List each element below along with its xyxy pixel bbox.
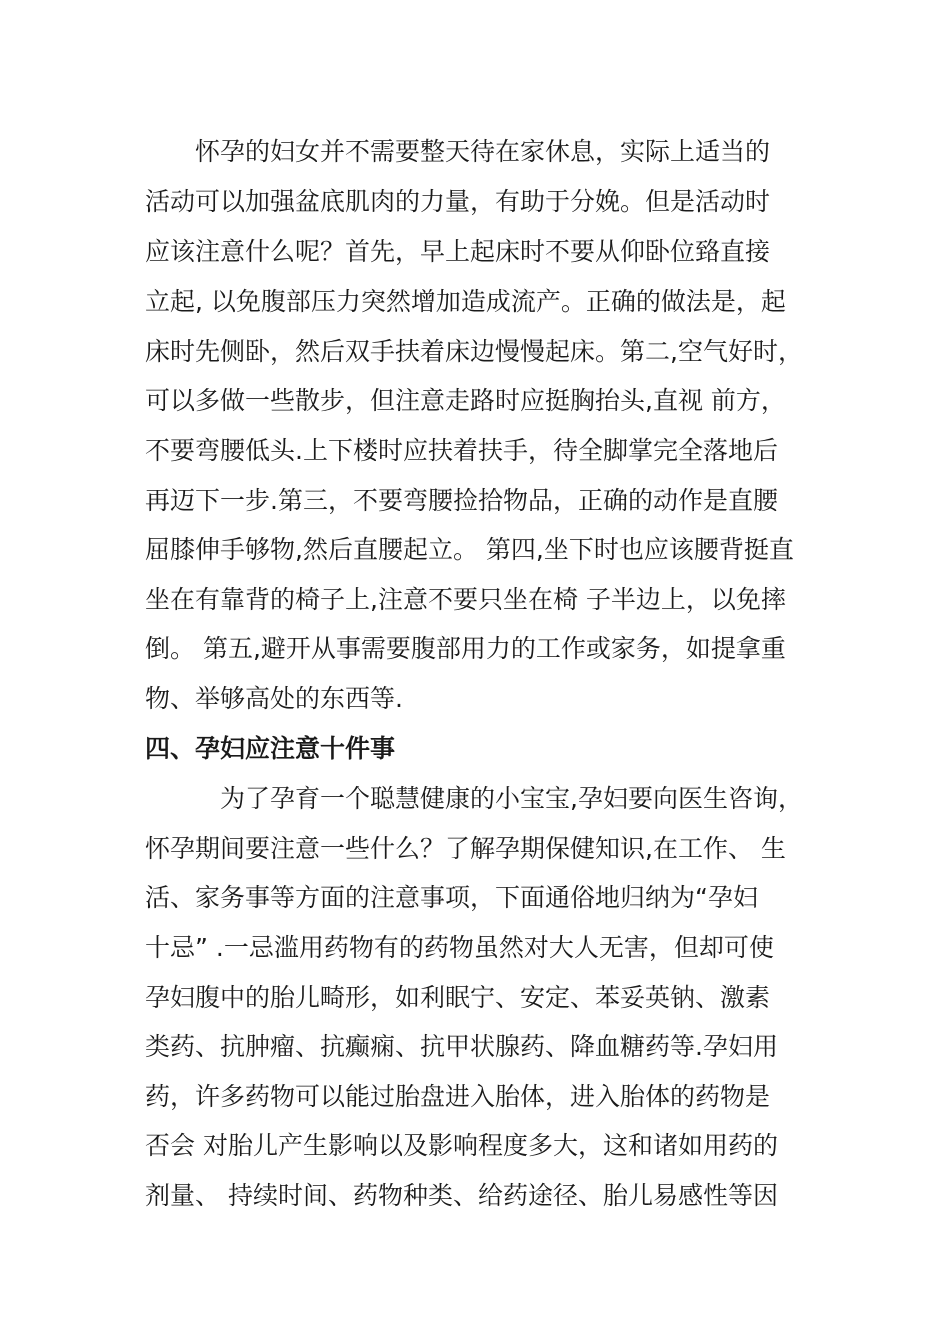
paragraph-1-line-4: 立起, 以免腹部压力突然增加造成流产。正确的做法是，起: [145, 287, 786, 316]
paragraph-2-line-5: 孕妇腹中的胎儿畸形，如利眠宁、安定、苯妥英钠、激素: [145, 983, 771, 1012]
paragraph-2-line-3: 活、家务事等方面的注意事项，下面通俗地归纳为“孕妇: [145, 883, 758, 912]
paragraph-2-line-1: 为了孕育一个聪慧健康的小宝宝,孕妇要向医生咨询，: [145, 784, 803, 813]
paragraph-1-line-8: 再迈下一步.第三，不要弯腰捡拾物品，正确的动作是直腰: [145, 486, 778, 515]
paragraph-1-line-1: 怀孕的妇女并不需要整天待在家休息，实际上适当的: [145, 137, 771, 166]
paragraph-1-line-9: 屈膝伸手够物,然后直腰起立。 第四,坐下时也应该腰背挺直: [145, 535, 794, 564]
paragraph-2-line-2: 怀孕期间要注意一些什么？了解孕期保健知识,在工作、 生: [145, 834, 786, 863]
paragraph-1-line-7: 不要弯腰低头.上下楼时应扶着扶手，待全脚掌完全落地后: [145, 436, 778, 465]
section-heading: 四、孕妇应注意十件事: [145, 734, 396, 763]
paragraph-1-line-12: 物、举够高处的东西等.: [145, 684, 403, 713]
paragraph-2-line-8: 否会 对胎儿产生影响以及影响程度多大，这和诸如用药的: [145, 1131, 778, 1160]
paragraph-1-line-10: 坐在有靠背的椅子上,注意不要只坐在椅 子半边上，以免摔: [145, 585, 786, 614]
paragraph-2-line-6: 类药、抗肿瘤、抗癫痫、抗甲状腺药、降血糖药等.孕妇用: [145, 1032, 778, 1061]
paragraph-2-line-9: 剂量、 持续时间、药物种类、给药途径、胎儿易感性等因: [145, 1181, 778, 1210]
paragraph-1-line-3: 应该注意什么呢？首先，早上起床时不要从仰卧位臵直接: [145, 237, 771, 266]
paragraph-1-line-2: 活动可以加强盆底肌肉的力量，有助于分娩。但是活动时: [145, 187, 771, 216]
paragraph-2-line-7: 药，许多药物可以能过胎盘进入胎体，进入胎体的药物是: [145, 1082, 771, 1111]
paragraph-1-line-11: 倒。 第五,避开从事需要腹部用力的工作或家务，如提拿重: [145, 634, 786, 663]
paragraph-1-line-6: 可以多做一些散步，但注意走路时应挺胸抬头,直视 前方，: [145, 386, 786, 415]
paragraph-1-line-5: 床时先侧卧，然后双手扶着床边慢慢起床。第二,空气好时，: [145, 337, 803, 366]
paragraph-2-line-4: 十忌” .一忌滥用药物有的药物虽然对大人无害，但却可使: [145, 933, 774, 962]
